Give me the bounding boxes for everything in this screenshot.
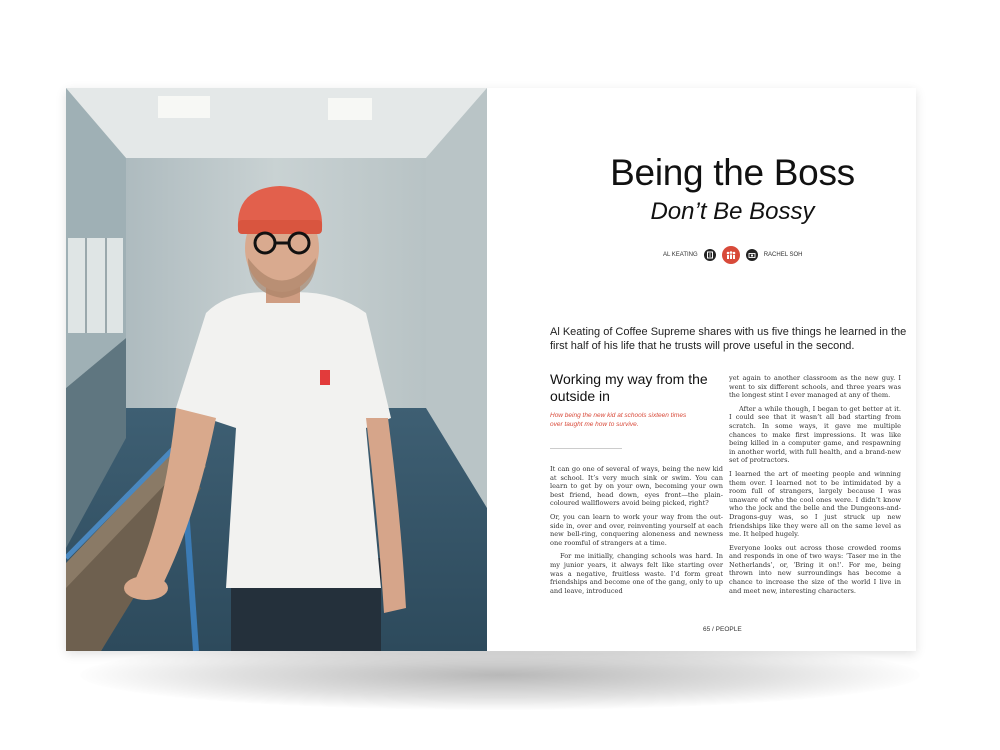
right-paragraph: Everyone looks out across those crowded rooms and responds in one of two ways: ‘Taser me in the Netherlands’, or, ‘Bring it on!’. For me, being thrown into new surroundings has become a chance to increase the size of the world I live in and meet new, interesting characters. [729,543,901,595]
page-footer [703,626,742,633]
portrait-photo [66,88,487,651]
section-heading: Working my way from the outside in [550,371,708,404]
camera-badge-icon [746,249,758,261]
left-paragraph: For me initially, changing schools was hard. In my junior years, it always felt like starting over was a negative, fruitless waste. I’d form great friendships and become one of the gang, only to up and leave, introduced [550,552,723,595]
section-label: / PEOPLE [712,626,742,633]
article-page [487,88,916,651]
author-name: AL KEATING [663,252,698,258]
page-number: 65 [703,626,711,633]
article-title: Being the Boss [610,152,855,193]
article-subtitle: Don’t Be Bossy [650,198,815,225]
divider [550,448,622,449]
people-badge-icon [722,246,740,264]
right-paragraph: I learned the art of meeting people and winning them over. I learned not to be intimidated by a room full of strangers, largely because I was unaware of who the cool ones were. I didn’t know who the jock and the belle and the Dungeons-and-Dragons-guy was, so I just struck up new friendships like they were all on the same level as me. It helped hugely. [729,469,901,539]
pen-badge-icon [704,249,716,261]
right-column [729,374,901,600]
article-intro: Al Keating of Coffee Supreme shares with us five things he learned in the first half of his life that he trusts will prove useful in the second. [550,326,907,352]
left-paragraph: It can go one of several of ways, being the new kid at school. It’s very much sink or swim. You can learn to get by on your own, becoming your own best friend, head down, eyes front—the plain-coloured wallflowers avoid being picked, right? [550,465,723,508]
byline [663,246,802,264]
right-paragraph: After a while though, I began to get better at it. I could see that it wasn’t all bad starting from scratch. In some ways, it gave me multiple chances to make first impressions. It was like being killed in a computer game, and respawning in another world, with full health, and a brand-new set of protractors. [729,404,901,465]
left-column [550,465,723,600]
magazine-spread [66,88,916,651]
left-paragraph: Or, you can learn to work your way from the out- side in, over and over, reinventing yourself at each new bell-ring, conquering aloneness and newness one roomful of strangers at a time. [550,512,723,547]
right-paragraph: yet again to another classroom as the new guy. I went to six different schools, and three years was the longest stint I ever managed at any of them. [729,374,901,400]
photographer-name: RACHEL SOH [763,252,803,258]
section-deck: How being the new kid at schools sixteen times over taught me how to survive. [550,412,687,428]
